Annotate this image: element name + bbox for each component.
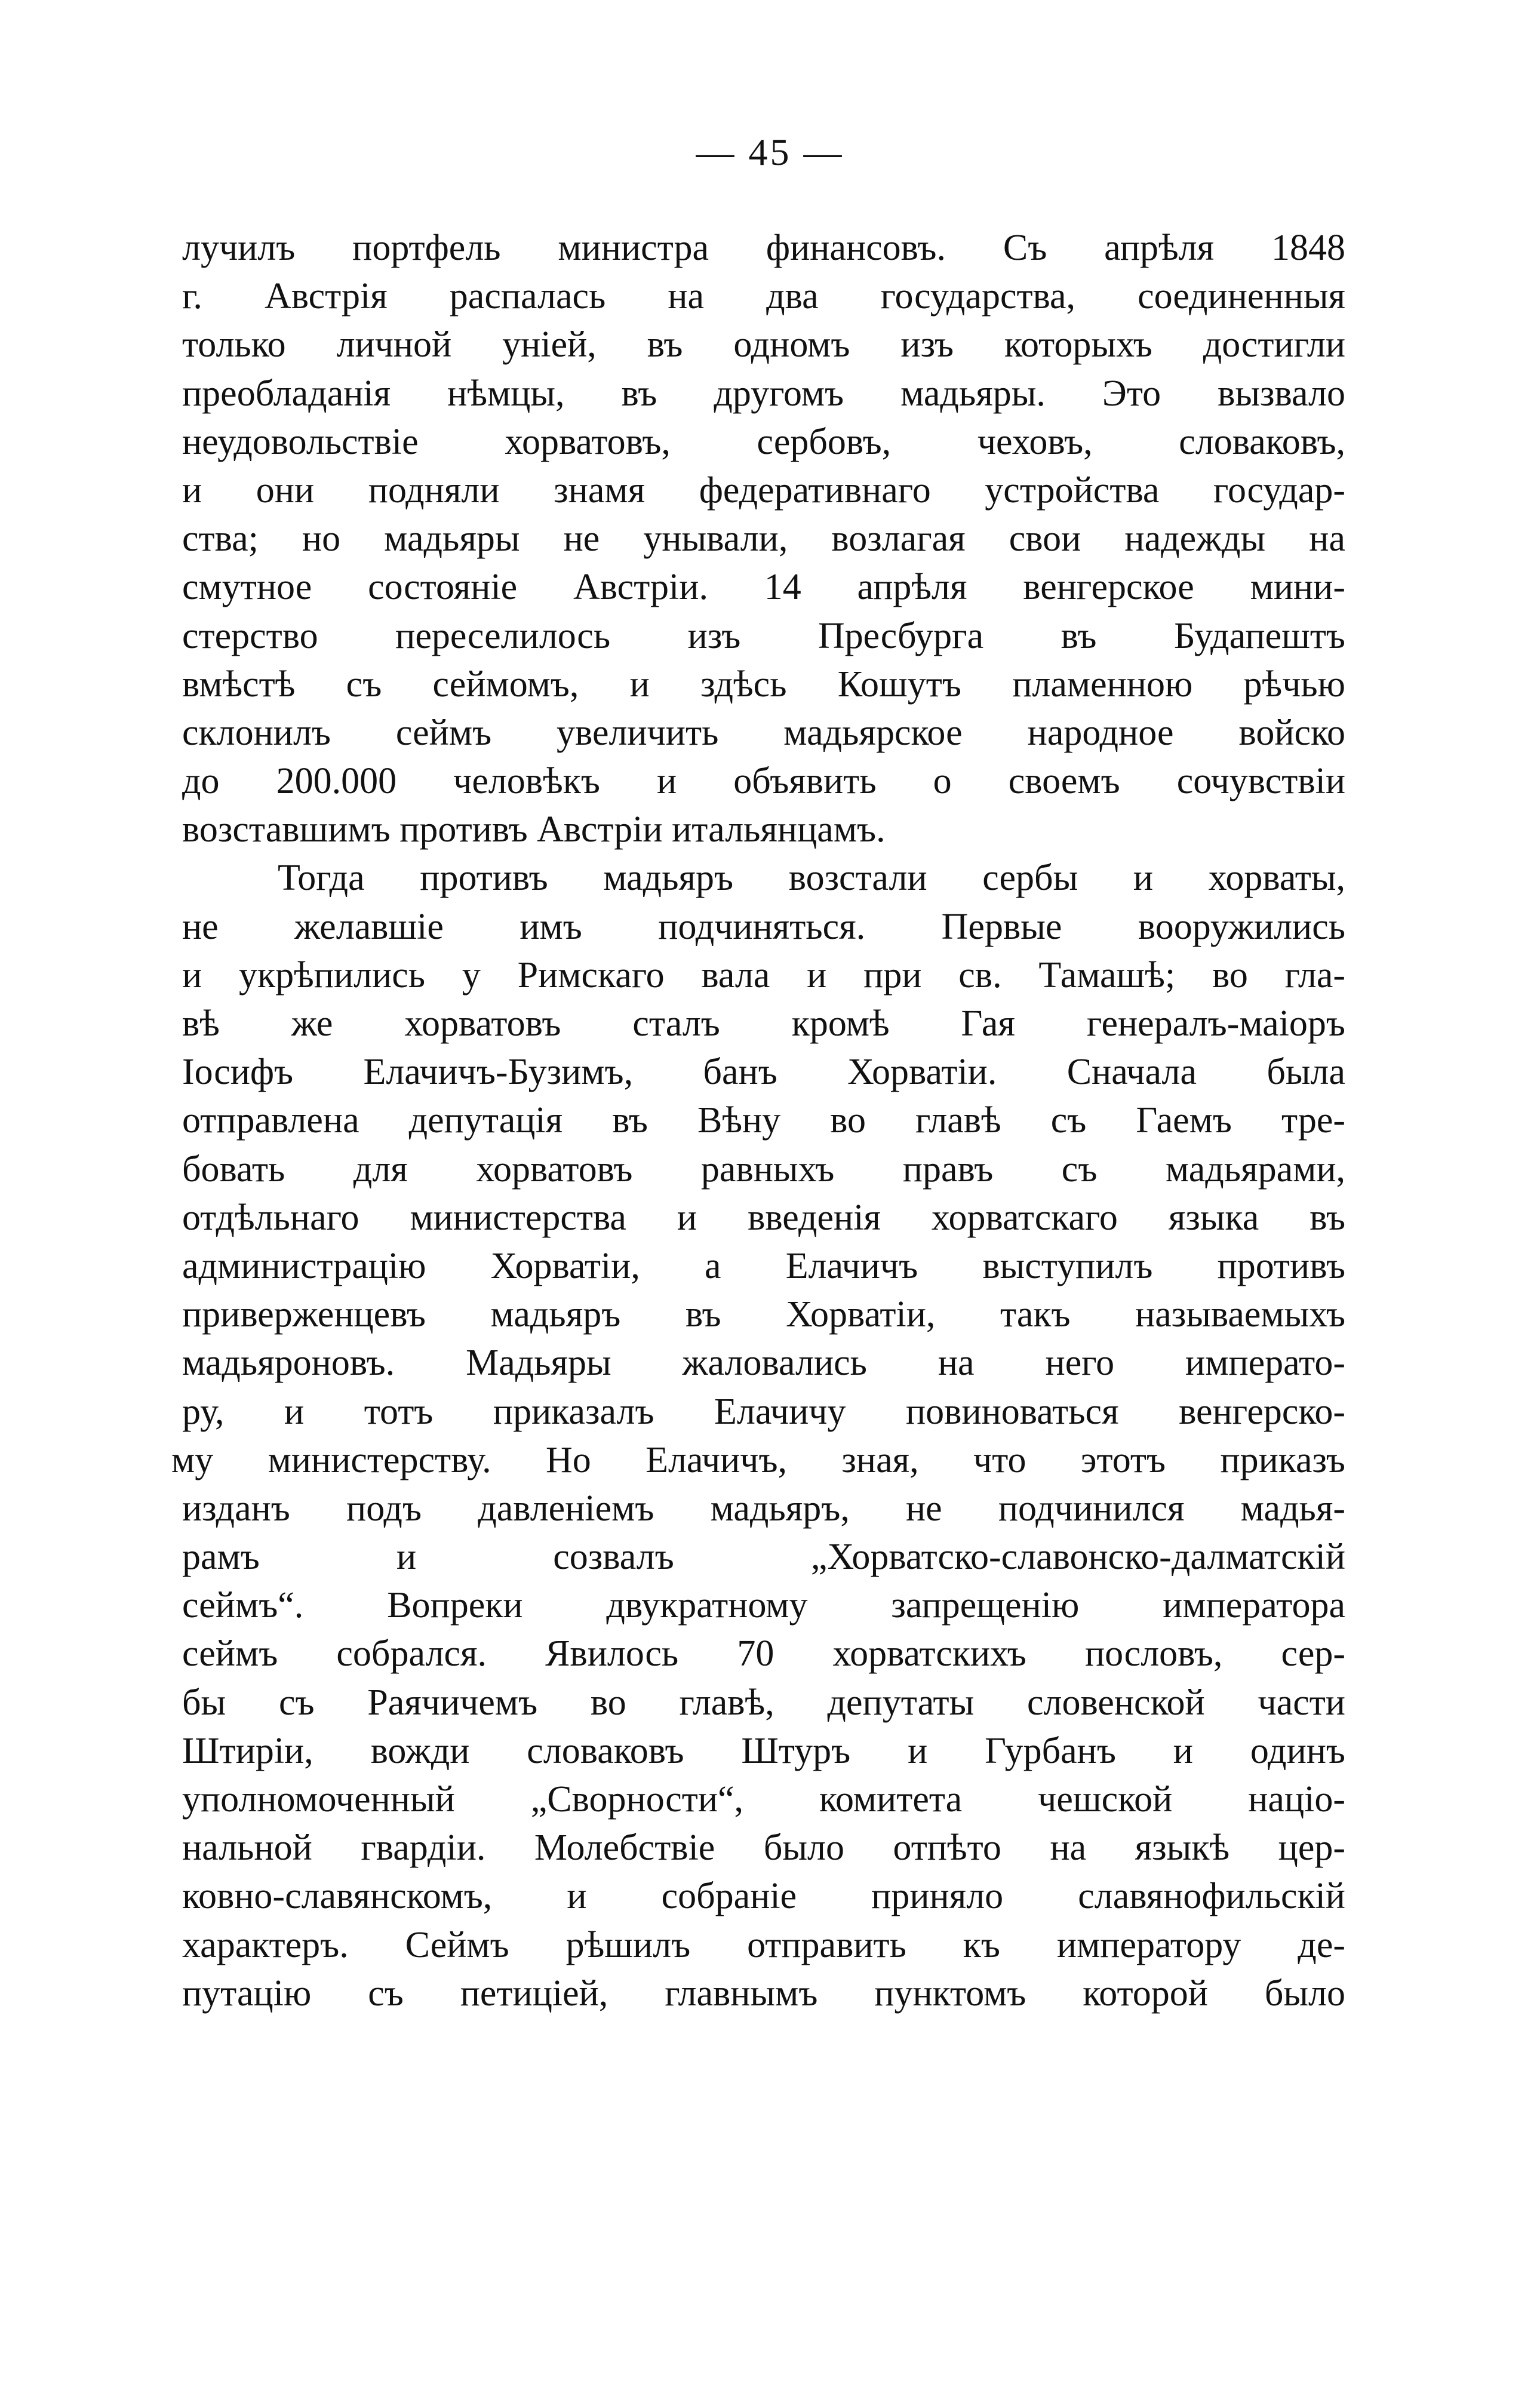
- text-line: рамъ и созвалъ „Хорватско-славонско-далматскій: [182, 1537, 1345, 1578]
- text-line: смутное состояніе Австріи. 14 апрѣля венгерское мини-: [182, 567, 1345, 608]
- text-line: преобладанія нѣмцы, въ другомъ мадьяры. Это вызвало: [182, 373, 1345, 414]
- text-line: изданъ подъ давленіемъ мадьяръ, не подчинился мадья-: [182, 1488, 1345, 1529]
- text-line: путацію съ петиціей, главнымъ пунктомъ которой было: [182, 1973, 1345, 2014]
- text-line: мадьяроновъ. Мадьяры жаловались на него императо-: [182, 1342, 1345, 1384]
- text-line: стерство переселилось изъ Пресбурга въ Будапештъ: [182, 615, 1345, 656]
- text-line: не желавшіе имъ подчиняться. Первые вооружились: [182, 906, 1345, 947]
- text-line: до 200.000 человѣкъ и объявить о своемъ сочувствіи: [182, 761, 1345, 802]
- text-line: склонилъ сеймъ увеличить мадьярское народное войско: [182, 712, 1345, 753]
- text-line: только личной уніей, въ одномъ изъ которыхъ достигли: [182, 324, 1345, 365]
- text-line: бы съ Раячичемъ во главѣ, депутаты словенской части: [182, 1682, 1345, 1723]
- text-line: вѣ же хорватовъ сталъ кромѣ Гая генералъ-маіоръ: [182, 1003, 1345, 1044]
- text-line: и укрѣпились у Римскаго вала и при св. Тамашѣ; во гла-: [182, 954, 1345, 996]
- text-line: приверженцевъ мадьяръ въ Хорватіи, такъ называемыхъ: [182, 1294, 1345, 1335]
- text-line: отправлена депутація въ Вѣну во главѣ съ Гаемъ тре-: [182, 1100, 1345, 1141]
- text-line: уполномоченный „Сворности“, комитета чешской націо-: [182, 1779, 1345, 1820]
- text-line: характеръ. Сеймъ рѣшилъ отправить къ императору де-: [182, 1924, 1345, 1965]
- text-line: бовать для хорватовъ равныхъ правъ съ мадьярами,: [182, 1148, 1345, 1190]
- text-line: сеймъ собрался. Явилось 70 хорватскихъ пословъ, сер-: [182, 1633, 1345, 1675]
- text-line: нальной гвардіи. Молебствіе было отпѣто на языкѣ цер-: [182, 1827, 1345, 1869]
- text-line: отдѣльнаго министерства и введенія хорватскаго языка въ: [182, 1197, 1345, 1238]
- text-line: вмѣстѣ съ сеймомъ, и здѣсь Кошутъ пламенною рѣчью: [182, 663, 1345, 705]
- text-line: ру, и тотъ приказалъ Елачичу повиноваться венгерско-: [182, 1391, 1345, 1432]
- text-line-paragraph-end: возставшимъ противъ Австріи итальянцамъ.: [182, 809, 886, 850]
- page-number: — 45 —: [696, 131, 844, 173]
- body-text: [171, 224, 1345, 2018]
- text-line: г. Австрія распалась на два государства, соединенныя: [182, 276, 1345, 317]
- text-line: и они подняли знамя федеративнаго устройства государ-: [182, 469, 1345, 511]
- text-line: му министерству. Но Елачичъ, зная, что этотъ приказъ: [171, 1439, 1345, 1480]
- text-line: лучилъ портфель министра финансовъ. Съ апрѣля 1848: [182, 228, 1345, 268]
- text-line: сеймъ“. Вопреки двукратному запрещенію императора: [182, 1585, 1345, 1626]
- text-line: Штиріи, вожди словаковъ Штуръ и Гурбанъ и одинъ: [182, 1730, 1345, 1771]
- text-line: администрацію Хорватіи, а Елачичъ выступилъ противъ: [182, 1245, 1345, 1286]
- text-line: неудовольствіе хорватовъ, сербовъ, чеховъ, словаковъ,: [182, 421, 1345, 462]
- text-line-paragraph-start: Тогда противъ мадьяръ возстали сербы и хорваты,: [278, 858, 1345, 899]
- text-line: ковно-славянскомъ, и собраніе приняло славянофильскій: [182, 1876, 1345, 1917]
- text-line: Іосифъ Елачичъ-Бузимъ, банъ Хорватіи. Сначала была: [182, 1052, 1345, 1093]
- text-line: ства; но мадьяры не унывали, возлагая свои надежды на: [182, 518, 1345, 560]
